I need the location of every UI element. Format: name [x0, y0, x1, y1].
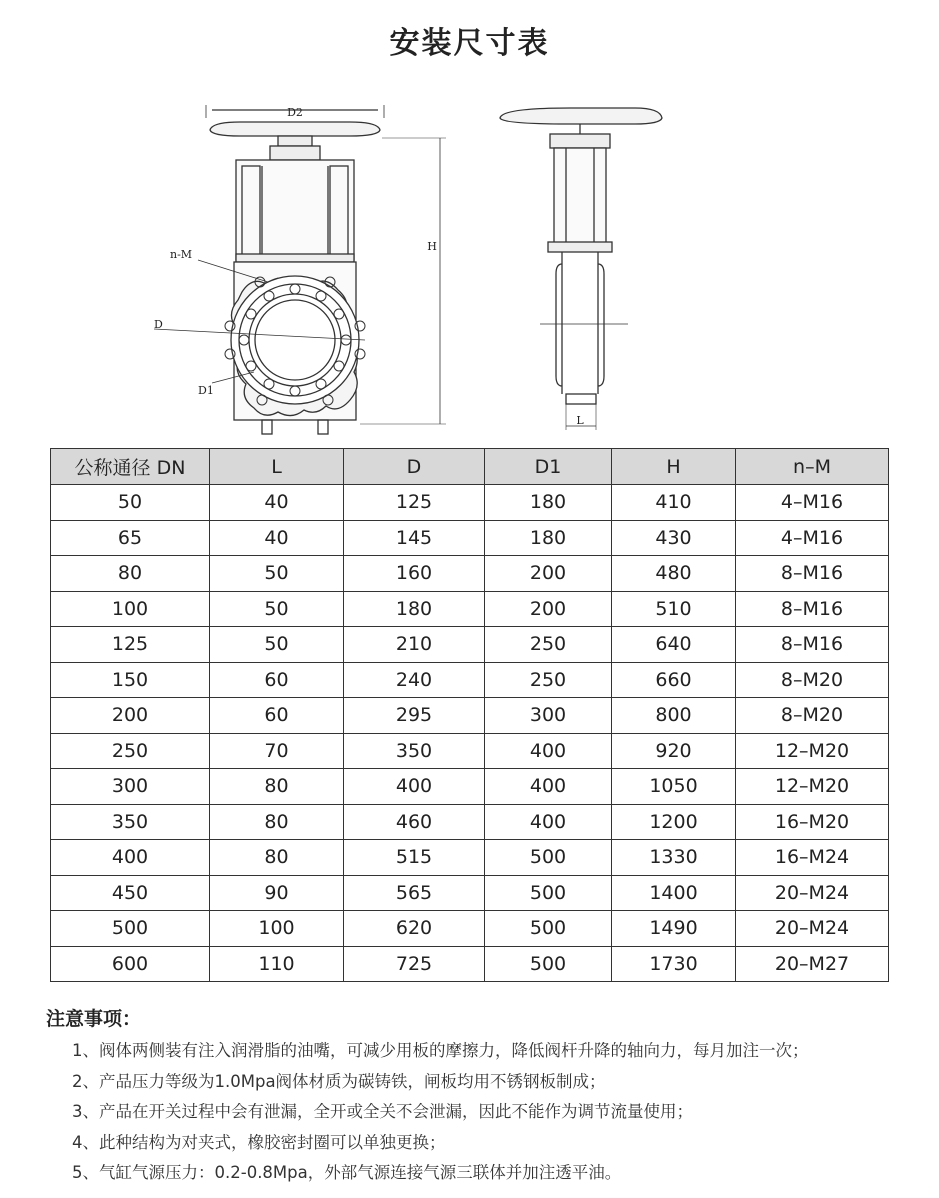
table-cell: 515	[344, 840, 485, 876]
table-cell: 400	[485, 733, 612, 769]
table-row	[51, 733, 889, 769]
table-cell: 350	[51, 804, 210, 840]
table-cell: 250	[51, 733, 210, 769]
table-cell: 400	[485, 769, 612, 805]
table-cell: 50	[210, 591, 344, 627]
table-cell: 100	[51, 591, 210, 627]
table-cell: 12–M20	[736, 769, 889, 805]
table-cell: 620	[344, 911, 485, 947]
table-cell: 500	[485, 946, 612, 982]
table-cell: 60	[210, 698, 344, 734]
table-cell: 400	[485, 804, 612, 840]
table-cell: 450	[51, 875, 210, 911]
table-cell: 430	[612, 520, 736, 556]
table-row	[51, 556, 889, 592]
table-cell: 65	[51, 520, 210, 556]
table-cell: 1490	[612, 911, 736, 947]
table-cell: 250	[485, 627, 612, 663]
table-cell: 295	[344, 698, 485, 734]
table-cell: 110	[210, 946, 344, 982]
label-d1: D1	[198, 384, 214, 397]
table-cell: 12–M20	[736, 733, 889, 769]
table-cell: 200	[485, 591, 612, 627]
table-cell: 500	[51, 911, 210, 947]
table-cell: 460	[344, 804, 485, 840]
table-cell: 100	[210, 911, 344, 947]
valve-drawing	[150, 96, 850, 441]
table-row	[51, 627, 889, 663]
table-row	[51, 698, 889, 734]
table-cell: 90	[210, 875, 344, 911]
table-cell: 510	[612, 591, 736, 627]
table-cell: 640	[612, 627, 736, 663]
table-cell: 1330	[612, 840, 736, 876]
actuator-front	[236, 160, 354, 262]
label-l: L	[576, 414, 584, 427]
table-cell: 920	[612, 733, 736, 769]
header-l: L	[210, 449, 344, 485]
table-row	[51, 485, 889, 521]
table-cell: 300	[485, 698, 612, 734]
note-item: 3、产品在开关过程中会有泄漏，全开或全关不会泄漏，因此不能作为调节流量使用；	[72, 1102, 693, 1121]
header-h: H	[612, 449, 736, 485]
table-cell: 40	[210, 485, 344, 521]
table-cell: 20–M24	[736, 911, 889, 947]
table-cell: 8–M16	[736, 556, 889, 592]
header-d: D	[344, 449, 485, 485]
table-row	[51, 840, 889, 876]
table-cell: 125	[344, 485, 485, 521]
table-cell: 400	[51, 840, 210, 876]
table-cell: 410	[612, 485, 736, 521]
notes-title: 注意事项：	[46, 1008, 142, 1030]
label-d: D	[154, 318, 163, 331]
table-cell: 8–M16	[736, 627, 889, 663]
table-cell: 660	[612, 662, 736, 698]
table-cell: 4–M16	[736, 485, 889, 521]
table-cell: 80	[51, 556, 210, 592]
table-cell: 180	[344, 591, 485, 627]
table-cell: 1050	[612, 769, 736, 805]
table-cell: 600	[51, 946, 210, 982]
note-item: 2、产品压力等级为1.0Mpa阀体材质为碳铸铁，闸板均用不锈钢板制成；	[72, 1071, 606, 1091]
table-cell: 50	[51, 485, 210, 521]
table-cell: 1200	[612, 804, 736, 840]
table-cell: 565	[344, 875, 485, 911]
table-cell: 200	[485, 556, 612, 592]
table-cell: 250	[485, 662, 612, 698]
table-cell: 8–M20	[736, 662, 889, 698]
table-cell: 50	[210, 556, 344, 592]
table-cell: 80	[210, 840, 344, 876]
table-cell: 240	[344, 662, 485, 698]
table-cell: 8–M16	[736, 591, 889, 627]
table-cell: 8–M20	[736, 698, 889, 734]
table-cell: 400	[344, 769, 485, 805]
table-row	[51, 591, 889, 627]
table-cell: 20–M27	[736, 946, 889, 982]
table-cell: 210	[344, 627, 485, 663]
table-cell: 4–M16	[736, 520, 889, 556]
table-row	[51, 804, 889, 840]
table-cell: 150	[51, 662, 210, 698]
header-dn: 公称通径 DN	[51, 449, 210, 485]
header-d1: D1	[485, 449, 612, 485]
table-cell: 145	[344, 520, 485, 556]
table-cell: 40	[210, 520, 344, 556]
table-cell: 200	[51, 698, 210, 734]
table-cell: 16–M20	[736, 804, 889, 840]
table-cell: 180	[485, 485, 612, 521]
header-n-m: n–M	[736, 449, 889, 485]
table-cell: 500	[485, 875, 612, 911]
table-cell: 160	[344, 556, 485, 592]
table-cell: 125	[51, 627, 210, 663]
table-row	[51, 662, 889, 698]
table-cell: 16–M24	[736, 840, 889, 876]
page-title: 安装尺寸表	[389, 26, 550, 61]
label-h: H	[427, 240, 437, 253]
table-cell: 480	[612, 556, 736, 592]
table-cell: 70	[210, 733, 344, 769]
side-view	[500, 108, 662, 430]
table-cell: 350	[344, 733, 485, 769]
table-row	[51, 520, 889, 556]
label-d2: D2	[287, 106, 303, 119]
table-cell: 50	[210, 627, 344, 663]
table-cell: 500	[485, 840, 612, 876]
table-header-row	[51, 449, 889, 485]
note-item: 5、气缸气源压力：0.2-0.8Mpa，外部气源连接气源三联体并加注透平油。	[72, 1163, 622, 1182]
table-cell: 800	[612, 698, 736, 734]
table-row	[51, 911, 889, 947]
label-n-m: n-M	[170, 248, 193, 261]
dimension-table	[50, 448, 889, 982]
table-cell: 180	[485, 520, 612, 556]
notes-list	[72, 1036, 809, 1189]
table-cell: 1730	[612, 946, 736, 982]
table-cell: 80	[210, 769, 344, 805]
table-cell: 1400	[612, 875, 736, 911]
table-cell: 60	[210, 662, 344, 698]
table-cell: 300	[51, 769, 210, 805]
table-row	[51, 946, 889, 982]
note-item: 1、阀体两侧装有注入润滑脂的油嘴，可减少用板的摩擦力，降低阀杆升降的轴向力，每月加注一次；	[72, 1041, 809, 1060]
table-cell: 20–M24	[736, 875, 889, 911]
table-row	[51, 769, 889, 805]
table-cell: 725	[344, 946, 485, 982]
table-row	[51, 875, 889, 911]
note-item: 4、此种结构为对夹式，橡胶密封圈可以单独更换；	[72, 1132, 446, 1152]
table-cell: 500	[485, 911, 612, 947]
table-cell: 80	[210, 804, 344, 840]
